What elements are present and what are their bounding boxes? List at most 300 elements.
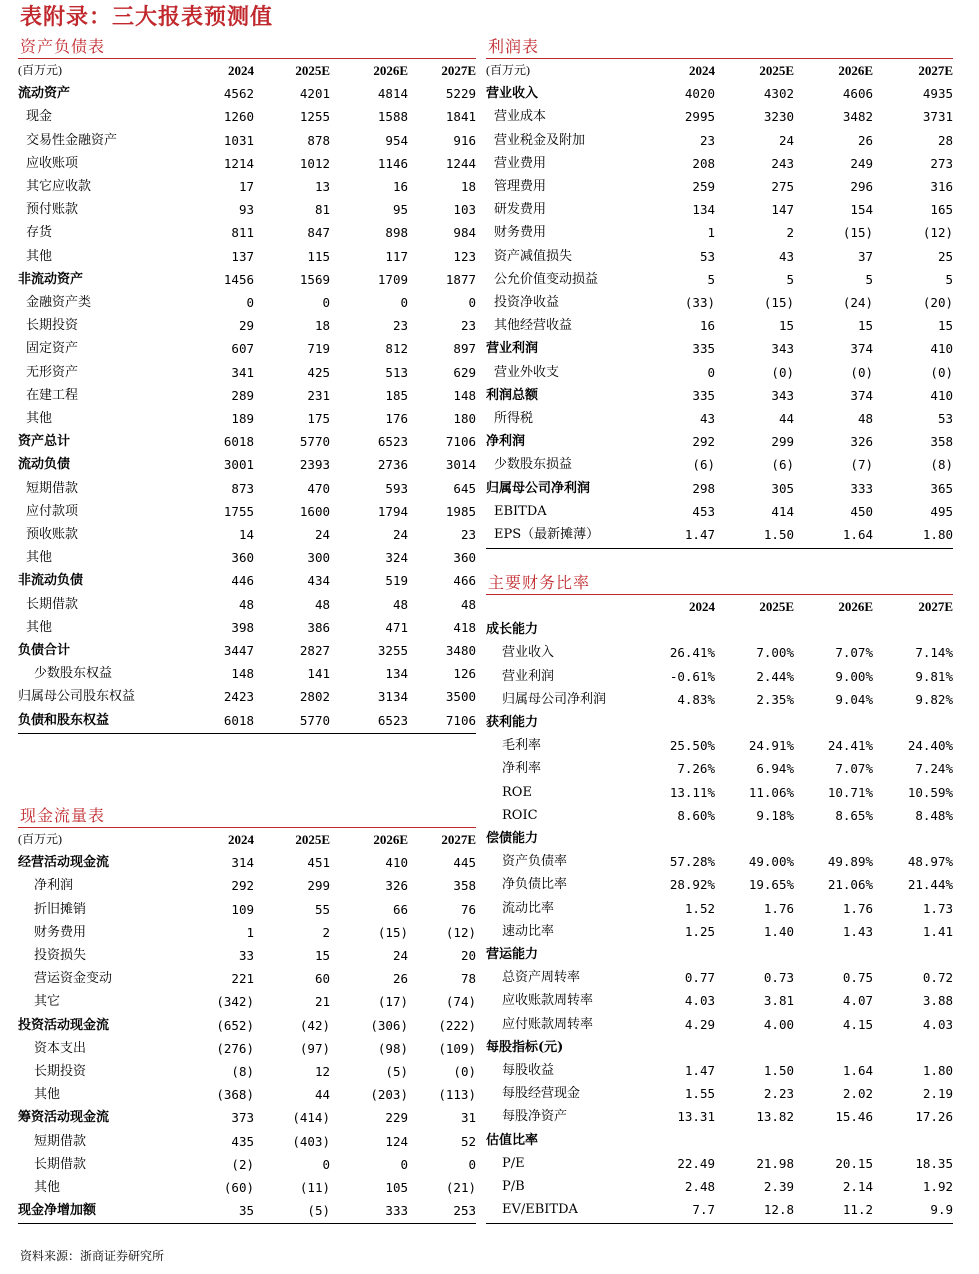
unit-label: (百万元) bbox=[18, 63, 62, 77]
row-label: 经营活动现金流 bbox=[18, 855, 110, 871]
page-title: 表附录：三大报表预测值 bbox=[20, 4, 274, 30]
row-value: 0.72 bbox=[922, 970, 953, 986]
row-label: 财务费用 bbox=[34, 924, 87, 940]
row-label: 其他 bbox=[34, 1180, 61, 1196]
table-row bbox=[486, 989, 953, 1012]
row-value: 629 bbox=[453, 364, 476, 380]
row-value: 2393 bbox=[299, 457, 330, 473]
row-label: 非流动负债 bbox=[18, 573, 84, 589]
header-row bbox=[18, 828, 476, 851]
row-value: 8.60% bbox=[677, 807, 715, 823]
row-value: 24.41% bbox=[827, 738, 873, 754]
row-value: 4606 bbox=[842, 86, 873, 102]
table-row bbox=[486, 850, 953, 873]
table-row bbox=[486, 314, 953, 337]
row-value: 24.40% bbox=[907, 738, 953, 754]
row-value: 292 bbox=[692, 434, 715, 450]
ratios-title: 主要财务比率 bbox=[488, 573, 591, 592]
row-value: 3014 bbox=[445, 457, 476, 473]
row-value: 5 bbox=[786, 271, 794, 287]
row-value: (342) bbox=[216, 994, 254, 1010]
table-row bbox=[486, 291, 953, 314]
row-value: 2.14 bbox=[842, 1179, 873, 1195]
row-value: 2 bbox=[786, 225, 794, 241]
table-row bbox=[18, 430, 476, 453]
table-row bbox=[486, 500, 953, 523]
table-row bbox=[486, 641, 953, 664]
table-row bbox=[18, 268, 476, 291]
table-row bbox=[18, 639, 476, 662]
row-label: 其他 bbox=[34, 1087, 61, 1103]
row-label: 净负债比率 bbox=[502, 877, 568, 893]
row-value: 4.15 bbox=[842, 1016, 873, 1032]
row-value bbox=[715, 1036, 794, 1059]
row-value: 5 bbox=[945, 271, 953, 287]
row-label: 长期投资 bbox=[26, 318, 79, 334]
row-label: 其他 bbox=[26, 619, 53, 635]
row-value: 1.73 bbox=[922, 900, 953, 916]
row-value: 299 bbox=[307, 878, 330, 894]
row-value: 451 bbox=[307, 855, 330, 871]
year-header: 2026E bbox=[373, 832, 408, 847]
row-value: 6018 bbox=[223, 712, 254, 728]
row-value: 1012 bbox=[299, 155, 330, 171]
table-row bbox=[18, 709, 476, 732]
row-value: 466 bbox=[453, 573, 476, 589]
table-row bbox=[486, 757, 953, 780]
row-label: ROIC bbox=[502, 807, 538, 823]
row-label: 归属母公司股东权益 bbox=[18, 689, 136, 705]
row-value: 243 bbox=[771, 155, 794, 171]
income-statement-table bbox=[486, 59, 953, 546]
row-value: 13.11% bbox=[669, 784, 715, 800]
row-label: 固定资产 bbox=[26, 341, 79, 357]
row-value: 453 bbox=[692, 503, 715, 519]
row-value: (33) bbox=[684, 295, 715, 311]
row-value: 7106 bbox=[445, 434, 476, 450]
row-value: 8.48% bbox=[915, 807, 953, 823]
row-value: 2995 bbox=[684, 109, 715, 125]
table-row bbox=[18, 662, 476, 685]
row-value: 324 bbox=[385, 550, 408, 566]
row-value: 2827 bbox=[299, 643, 330, 659]
table-row bbox=[18, 361, 476, 384]
row-value: 0 bbox=[400, 1156, 408, 1172]
row-value: 4562 bbox=[223, 86, 254, 102]
table-row bbox=[18, 616, 476, 639]
row-value: 11.2 bbox=[842, 1202, 873, 1218]
table-row bbox=[18, 477, 476, 500]
row-value: 189 bbox=[231, 411, 254, 427]
table-row bbox=[486, 1105, 953, 1128]
row-value: 513 bbox=[385, 364, 408, 380]
row-value: 812 bbox=[385, 341, 408, 357]
row-value: 333 bbox=[385, 1203, 408, 1219]
table-row bbox=[486, 430, 953, 453]
income-statement-title: 利润表 bbox=[488, 37, 540, 56]
row-label: 折旧摊销 bbox=[34, 901, 87, 917]
row-label: 偿债能力 bbox=[486, 831, 539, 847]
row-value: 53 bbox=[699, 248, 715, 264]
row-value: 4.83% bbox=[677, 691, 715, 707]
row-value: 398 bbox=[231, 619, 254, 635]
row-value: 2.23 bbox=[763, 1086, 794, 1102]
row-value: (98) bbox=[377, 1040, 408, 1056]
row-value: 52 bbox=[460, 1133, 476, 1149]
table-row bbox=[486, 82, 953, 105]
row-value: 221 bbox=[231, 971, 254, 987]
row-value: 8.65% bbox=[835, 807, 873, 823]
table-row bbox=[486, 268, 953, 291]
row-value: (12) bbox=[922, 225, 953, 241]
balance-sheet-title: 资产负债表 bbox=[20, 37, 106, 56]
row-value: 25.50% bbox=[669, 738, 715, 754]
table-row bbox=[18, 152, 476, 175]
row-value: 1985 bbox=[445, 503, 476, 519]
row-label: 筹资活动现金流 bbox=[18, 1110, 110, 1126]
row-value: 1.76 bbox=[842, 900, 873, 916]
row-value: 31 bbox=[460, 1110, 476, 1126]
year-header: 2024 bbox=[228, 832, 254, 847]
table-row bbox=[486, 1152, 953, 1175]
row-label: 资产总计 bbox=[18, 434, 71, 450]
row-value: 13 bbox=[314, 179, 330, 195]
table-row bbox=[486, 920, 953, 943]
table-row bbox=[486, 1013, 953, 1036]
row-value: (403) bbox=[292, 1133, 330, 1149]
table-row bbox=[486, 1198, 953, 1221]
row-label: P/E bbox=[502, 1155, 525, 1171]
row-value: (15) bbox=[842, 225, 873, 241]
row-value: (17) bbox=[377, 994, 408, 1010]
row-label: 营业成本 bbox=[494, 109, 547, 125]
year-header: 2026E bbox=[838, 63, 873, 78]
row-label: 流动比率 bbox=[502, 900, 555, 916]
row-value: 1.41 bbox=[922, 923, 953, 939]
row-value: 154 bbox=[850, 202, 873, 218]
row-value: 5 bbox=[707, 271, 715, 287]
row-value: 141 bbox=[307, 666, 330, 682]
row-value: 4935 bbox=[922, 86, 953, 102]
row-value: 95 bbox=[392, 202, 408, 218]
row-value: 1 bbox=[246, 924, 254, 940]
row-label: 投资损失 bbox=[34, 948, 87, 964]
table-row bbox=[18, 1199, 476, 1222]
row-value: 7.07% bbox=[835, 645, 873, 661]
row-value: 10.71% bbox=[827, 784, 873, 800]
row-label: 资产负债率 bbox=[502, 854, 568, 870]
table-row bbox=[18, 1037, 476, 1060]
row-value: 43 bbox=[778, 248, 794, 264]
row-value: 24.91% bbox=[748, 738, 794, 754]
row-value bbox=[715, 711, 794, 734]
row-value: 0 bbox=[468, 1156, 476, 1172]
row-value: 7.07% bbox=[835, 761, 873, 777]
table-row bbox=[18, 593, 476, 616]
row-value: 1.92 bbox=[922, 1179, 953, 1195]
row-value: 29 bbox=[238, 318, 254, 334]
row-value: 12 bbox=[314, 1064, 330, 1080]
row-value: 2.44% bbox=[756, 668, 794, 684]
table-row bbox=[486, 1059, 953, 1082]
table-row bbox=[18, 1106, 476, 1129]
row-value: 954 bbox=[385, 132, 408, 148]
row-value: 434 bbox=[307, 573, 330, 589]
row-value bbox=[794, 618, 873, 641]
row-value: 296 bbox=[850, 179, 873, 195]
row-value: 15 bbox=[314, 948, 330, 964]
row-value bbox=[715, 827, 794, 850]
table-row bbox=[486, 734, 953, 757]
table-row bbox=[18, 291, 476, 314]
row-value bbox=[794, 711, 873, 734]
row-value: (203) bbox=[370, 1087, 408, 1103]
row-value: 24 bbox=[314, 527, 330, 543]
row-value: 134 bbox=[692, 202, 715, 218]
row-value: 7.7 bbox=[692, 1202, 715, 1218]
row-value: 445 bbox=[453, 855, 476, 871]
row-value: 335 bbox=[692, 341, 715, 357]
row-value: 28 bbox=[937, 132, 953, 148]
table-row bbox=[18, 1014, 476, 1037]
row-value: 229 bbox=[385, 1110, 408, 1126]
row-value: (276) bbox=[216, 1040, 254, 1056]
row-value: 12.8 bbox=[763, 1202, 794, 1218]
row-label: 现金 bbox=[26, 109, 53, 125]
row-value: (24) bbox=[842, 295, 873, 311]
row-value: (11) bbox=[299, 1180, 330, 1196]
row-label: 短期借款 bbox=[26, 480, 79, 496]
header-row bbox=[486, 59, 953, 82]
row-value: 49.00% bbox=[748, 854, 794, 870]
row-value: 10.59% bbox=[907, 784, 953, 800]
row-value: 49.89% bbox=[827, 854, 873, 870]
row-value: 81 bbox=[314, 202, 330, 218]
row-value: 0.73 bbox=[763, 970, 794, 986]
balance-sheet-table bbox=[18, 59, 476, 732]
row-value: 314 bbox=[231, 855, 254, 871]
row-value: 7.26% bbox=[677, 761, 715, 777]
cash-flow-title: 现金流量表 bbox=[20, 806, 106, 825]
row-value: 18 bbox=[460, 179, 476, 195]
row-value bbox=[873, 618, 953, 641]
row-value: 365 bbox=[930, 480, 953, 496]
row-value: (8) bbox=[930, 457, 953, 473]
row-value: 148 bbox=[453, 387, 476, 403]
row-value: 5229 bbox=[445, 86, 476, 102]
table-row bbox=[18, 685, 476, 708]
row-label: 在建工程 bbox=[26, 387, 79, 403]
table-row bbox=[486, 337, 953, 360]
row-value bbox=[873, 943, 953, 966]
row-value: 1841 bbox=[445, 109, 476, 125]
row-value: 471 bbox=[385, 619, 408, 635]
row-label: 应付款项 bbox=[26, 503, 79, 519]
row-value: 7.14% bbox=[915, 645, 953, 661]
row-value: 2802 bbox=[299, 689, 330, 705]
row-value: (6) bbox=[692, 457, 715, 473]
row-value: 18 bbox=[314, 318, 330, 334]
row-value: 0 bbox=[322, 295, 330, 311]
row-value: 165 bbox=[930, 202, 953, 218]
row-value: (97) bbox=[299, 1040, 330, 1056]
row-value: 1.47 bbox=[684, 1063, 715, 1079]
row-value: 37 bbox=[857, 248, 873, 264]
table-row bbox=[486, 152, 953, 175]
table-row bbox=[486, 384, 953, 407]
row-value: 847 bbox=[307, 225, 330, 241]
row-value: 185 bbox=[385, 387, 408, 403]
row-value: 916 bbox=[453, 132, 476, 148]
table-row bbox=[18, 944, 476, 967]
row-label: 营业利润 bbox=[486, 341, 539, 357]
row-label: 流动资产 bbox=[18, 86, 71, 102]
row-value: 3230 bbox=[763, 109, 794, 125]
table-row bbox=[486, 175, 953, 198]
row-value bbox=[653, 827, 715, 850]
row-value: 253 bbox=[453, 1203, 476, 1219]
row-label: 毛利率 bbox=[502, 738, 542, 754]
row-value: 360 bbox=[231, 550, 254, 566]
row-value: 48.97% bbox=[907, 854, 953, 870]
row-value: 1456 bbox=[223, 271, 254, 287]
row-value: (652) bbox=[216, 1017, 254, 1033]
row-value: 15 bbox=[778, 318, 794, 334]
row-value: 0 bbox=[400, 295, 408, 311]
table-row bbox=[486, 129, 953, 152]
row-value: 0 bbox=[468, 295, 476, 311]
table-row bbox=[18, 1176, 476, 1199]
row-value: 231 bbox=[307, 387, 330, 403]
ratios-table bbox=[486, 595, 953, 1221]
row-value: 273 bbox=[930, 155, 953, 171]
row-value: 719 bbox=[307, 341, 330, 357]
row-value: 1755 bbox=[223, 503, 254, 519]
table-row bbox=[486, 1036, 953, 1059]
table-row bbox=[486, 873, 953, 896]
row-value: 305 bbox=[771, 480, 794, 496]
row-value: 470 bbox=[307, 480, 330, 496]
row-label: 应付账款周转率 bbox=[502, 1016, 594, 1032]
income-statement-bottom-rule bbox=[486, 548, 953, 549]
row-value: 300 bbox=[307, 550, 330, 566]
row-label: 估值比率 bbox=[486, 1132, 539, 1148]
row-label: 现金净增加额 bbox=[18, 1203, 97, 1219]
row-value: 9.81% bbox=[915, 668, 953, 684]
row-value: 1.55 bbox=[684, 1086, 715, 1102]
row-label: 每股净资产 bbox=[502, 1109, 568, 1125]
row-value: 2.19 bbox=[922, 1086, 953, 1102]
row-value: 24 bbox=[392, 527, 408, 543]
row-value: (60) bbox=[223, 1180, 254, 1196]
row-value: 414 bbox=[771, 503, 794, 519]
row-value: 103 bbox=[453, 202, 476, 218]
row-value: 9.9 bbox=[930, 1202, 953, 1218]
row-label: 研发费用 bbox=[494, 202, 547, 218]
row-value: (6) bbox=[771, 457, 794, 473]
unit-label: (百万元) bbox=[486, 63, 530, 77]
row-label: 负债合计 bbox=[18, 643, 71, 659]
row-label: EBITDA bbox=[494, 503, 547, 519]
row-value: 645 bbox=[453, 480, 476, 496]
table-row bbox=[486, 105, 953, 128]
row-value: 2423 bbox=[223, 689, 254, 705]
row-value: 326 bbox=[385, 878, 408, 894]
row-value: 15 bbox=[857, 318, 873, 334]
row-value: 53 bbox=[937, 411, 953, 427]
row-value: 386 bbox=[307, 619, 330, 635]
table-row bbox=[486, 943, 953, 966]
row-value: 1877 bbox=[445, 271, 476, 287]
row-value: (0) bbox=[453, 1064, 476, 1080]
row-value: 374 bbox=[850, 341, 873, 357]
row-value bbox=[873, 827, 953, 850]
row-value: 3255 bbox=[377, 643, 408, 659]
row-label: 少数股东权益 bbox=[34, 666, 113, 682]
row-label: 其它 bbox=[34, 994, 61, 1010]
row-value: 57.28% bbox=[669, 854, 715, 870]
row-value: 1.47 bbox=[684, 527, 715, 543]
header-row bbox=[18, 59, 476, 82]
row-value: 44 bbox=[778, 411, 794, 427]
row-value: 446 bbox=[231, 573, 254, 589]
row-value: 208 bbox=[692, 155, 715, 171]
row-value: 6523 bbox=[377, 434, 408, 450]
row-label: 净利润 bbox=[34, 878, 74, 894]
row-value: (0) bbox=[771, 364, 794, 380]
row-label: 负债和股东权益 bbox=[18, 712, 110, 728]
row-value: 1 bbox=[707, 225, 715, 241]
row-value: 897 bbox=[453, 341, 476, 357]
row-value: 26.41% bbox=[669, 645, 715, 661]
row-value: 425 bbox=[307, 364, 330, 380]
table-row bbox=[18, 1060, 476, 1083]
row-value: 2.48 bbox=[684, 1179, 715, 1195]
row-value: 14 bbox=[238, 527, 254, 543]
row-value: (113) bbox=[438, 1087, 476, 1103]
row-value: 343 bbox=[771, 387, 794, 403]
row-value: 26 bbox=[392, 971, 408, 987]
row-value: 137 bbox=[231, 248, 254, 264]
row-value: (109) bbox=[438, 1040, 476, 1056]
row-value: 1.64 bbox=[842, 527, 873, 543]
table-row bbox=[18, 337, 476, 360]
row-label: EV/EBITDA bbox=[502, 1202, 578, 1218]
row-value: 3480 bbox=[445, 643, 476, 659]
table-row bbox=[486, 1082, 953, 1105]
row-value: 4.29 bbox=[684, 1016, 715, 1032]
row-value: 43 bbox=[699, 411, 715, 427]
row-value: 0.77 bbox=[684, 970, 715, 986]
row-value: (15) bbox=[763, 295, 794, 311]
row-label: 投资净收益 bbox=[494, 295, 560, 311]
row-value: 18.35 bbox=[915, 1155, 953, 1171]
row-label: 流动负债 bbox=[18, 457, 71, 473]
row-label: 应收账款周转率 bbox=[502, 993, 594, 1009]
row-label: 无形资产 bbox=[26, 364, 79, 380]
row-value: 7.24% bbox=[915, 761, 953, 777]
row-value: 7106 bbox=[445, 712, 476, 728]
table-row bbox=[486, 1129, 953, 1152]
row-value: 1.40 bbox=[763, 923, 794, 939]
row-value bbox=[873, 711, 953, 734]
row-value: 0.75 bbox=[842, 970, 873, 986]
row-value: 878 bbox=[307, 132, 330, 148]
row-value: 1214 bbox=[223, 155, 254, 171]
row-value: 48 bbox=[460, 596, 476, 612]
row-value: 66 bbox=[392, 901, 408, 917]
row-value: 126 bbox=[453, 666, 476, 682]
